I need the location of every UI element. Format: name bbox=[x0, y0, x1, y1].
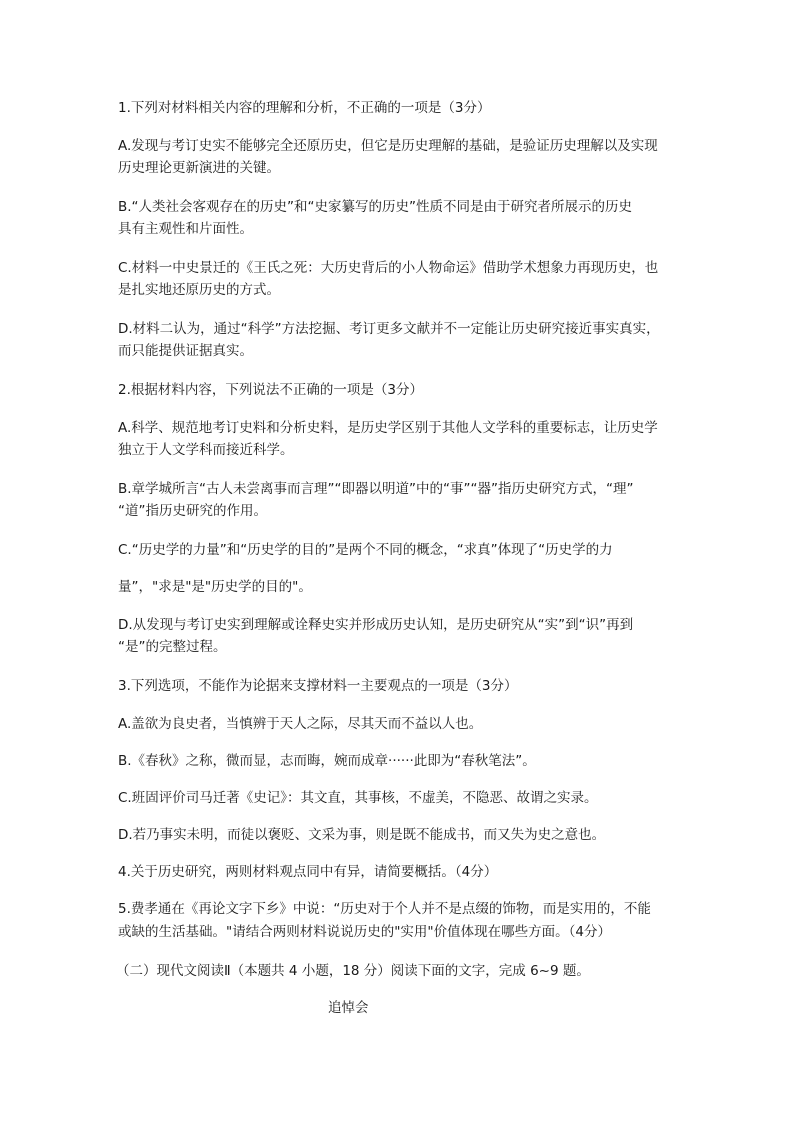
q2-option-c-line1: C.“历史学的力量”和“历史学的目的”是两个不同的概念，“求真”体现了“历史学的力 bbox=[118, 542, 613, 558]
q2-option-c-line2: 量”，"求是"是"历史学的目的"。 bbox=[118, 579, 312, 595]
q1-option-d-line2: 而只能提供证据真实。 bbox=[118, 343, 253, 359]
q3-option-a: A.盖欲为良史者，当慎辨于天人之际，尽其天而不益以人也。 bbox=[118, 716, 483, 732]
q1-option-d-line1: D.材料二认为，通过“科学”方法挖掘、考订更多文献并不一定能让历史研究接近事实真实， bbox=[118, 321, 660, 337]
q3-option-b: B.《春秋》之称，微而显，志而晦，婉而成章······此即为“春秋笔法”。 bbox=[118, 753, 536, 769]
q4-stem: 4.关于历史研究，两则材料观点同中有异，请简要概括。（4分） bbox=[118, 864, 498, 880]
q5-stem-line1: 5.费孝通在《再论文字下乡》中说：“历史对于个人并不是点缀的饰物，而是实用的，不能 bbox=[118, 901, 651, 917]
q1-stem: 1.下列对材料相关内容的理解和分析，不正确的一项是（3分） bbox=[118, 100, 491, 116]
q1-option-b-line2: 具有主观性和片面性。 bbox=[118, 221, 253, 237]
q3-stem: 3.下列选项，不能作为论据来支撑材料一主要观点的一项是（3分） bbox=[118, 678, 518, 694]
q2-option-a-line1: A.科学、规范地考订史料和分析史料，是历史学区别于其他人文学科的重要标志，让历史学 bbox=[118, 420, 658, 436]
section-heading: （二）现代文阅读Ⅱ（本题共 4 小题，18 分）阅读下面的文字，完成 6~9 题。 bbox=[116, 963, 590, 979]
q2-option-b-line1: B.章学城所言“古人未尝离事而言理”“即器以明道”中的“事”“器”指历史研究方式，“理” bbox=[118, 481, 634, 497]
q3-option-d: D.若乃事实未明，而徒以褒贬、文采为事，则是既不能成书，而又失为史之意也。 bbox=[118, 827, 606, 843]
q1-option-a-line2: 历史理论更新演进的关键。 bbox=[118, 160, 280, 176]
q1-option-a-line1: A.发现与考订史实不能够完全还原历史，但它是历史理解的基础，是验证历史理解以及实现 bbox=[118, 138, 658, 154]
q5-stem-line2: 或缺的生活基础。"请结合两则材料说说历史的"实用"价值体现在哪些方面。（4分） bbox=[118, 924, 611, 940]
q2-option-d-line1: D.从发现与考订史实到理解或诠释史实并形成历史认知，是历史研究从“实”到“识”再到 bbox=[118, 617, 634, 633]
q1-option-c-line2: 是扎实地还原历史的方式。 bbox=[118, 282, 280, 298]
q1-option-b-line1: B.“人类社会客观存在的历史”和“史家纂写的历史”性质不同是由于研究者所展示的历史 bbox=[118, 199, 633, 215]
q2-option-a-line2: 独立于人文学科而接近科学。 bbox=[118, 442, 294, 458]
q2-option-b-line2: “道”指历史研究的作用。 bbox=[118, 503, 267, 519]
story-title: 追悼会 bbox=[328, 1000, 369, 1016]
q2-stem: 2.根据材料内容，下列说法不正确的一项是（3分） bbox=[118, 382, 423, 398]
q3-option-c: C.班固评价司马迁著《史记》：其文直，其事核，不虚美，不隐恶、故谓之实录。 bbox=[118, 790, 598, 806]
q2-option-d-line2: “是”的完整过程。 bbox=[118, 639, 227, 655]
q1-option-c-line1: C.材料一中史景迁的《王氏之死：大历史背后的小人物命运》借助学术想象力再现历史，也 bbox=[118, 260, 659, 276]
